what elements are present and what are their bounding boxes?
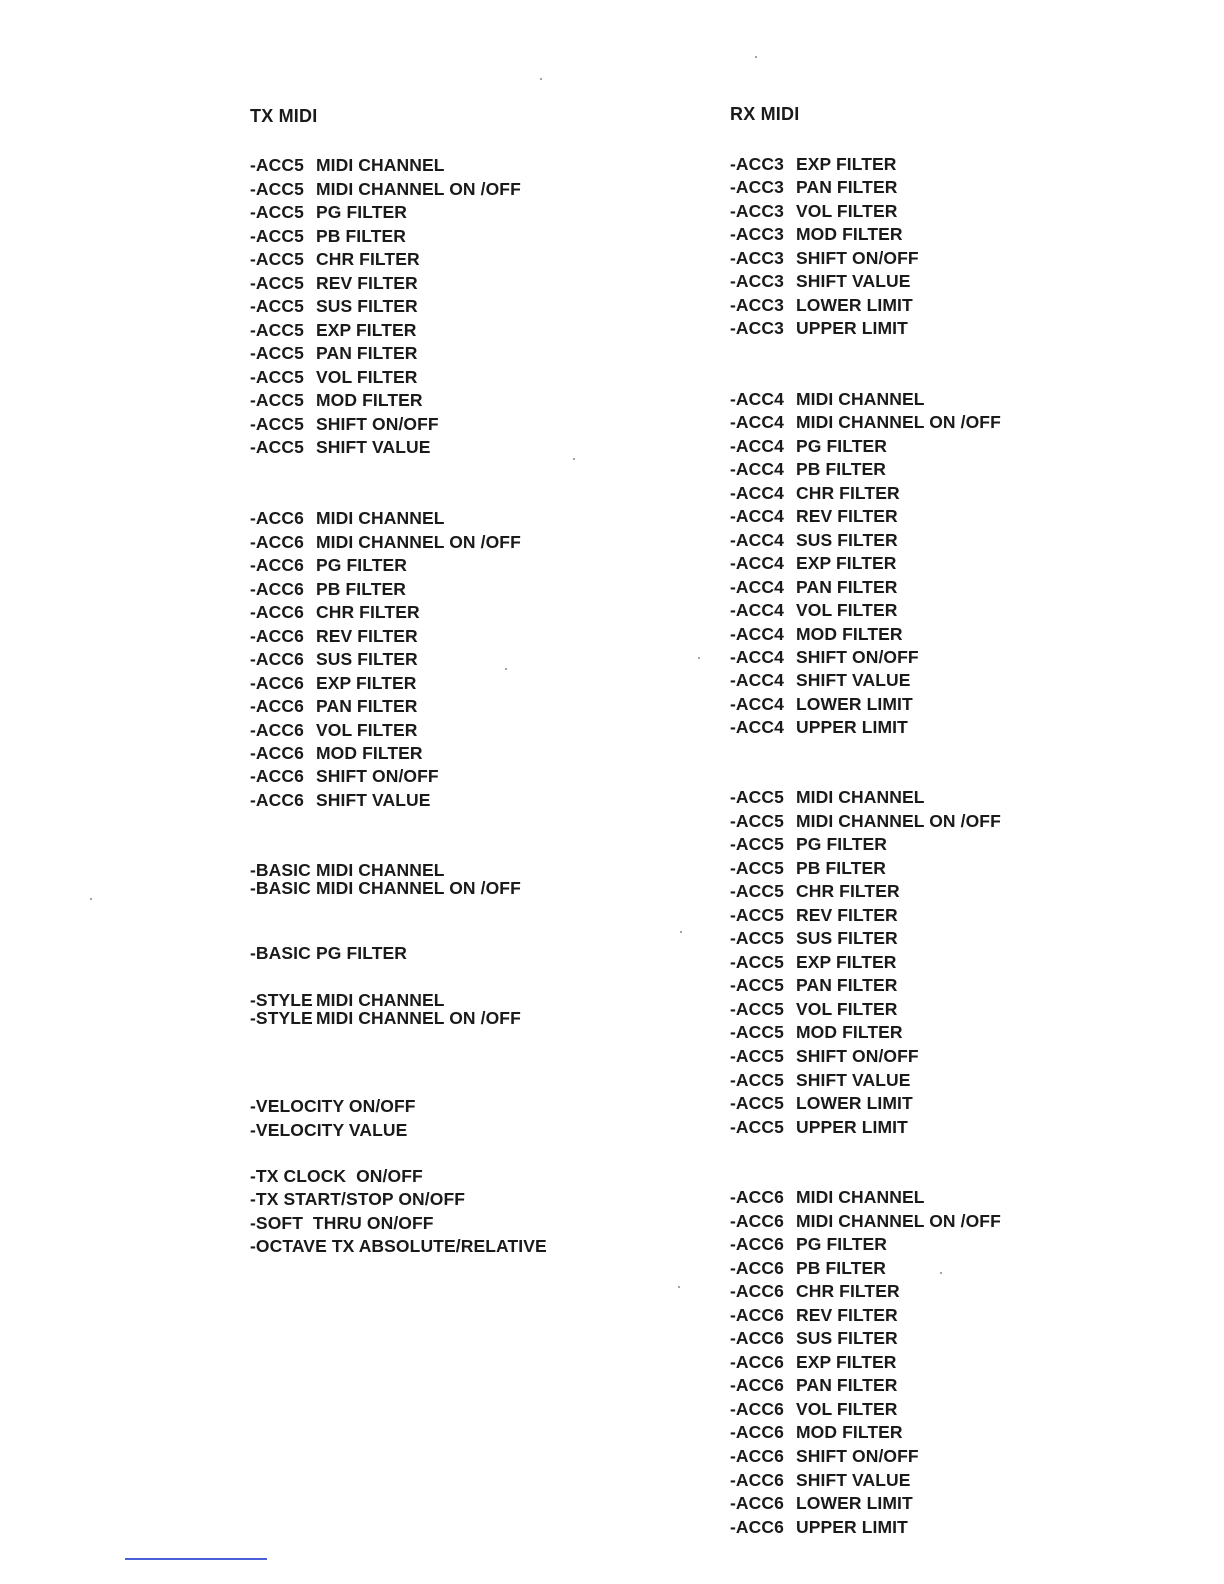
tx-midi-line bbox=[250, 532, 521, 553]
line-prefix: -ACC4 bbox=[730, 412, 784, 432]
rx-midi-line bbox=[730, 670, 911, 691]
line-label: MIDI CHANNEL ON /OFF bbox=[796, 811, 1001, 831]
line-label: SHIFT ON/OFF bbox=[796, 248, 919, 268]
line-label: UPPER LIMIT bbox=[796, 1517, 908, 1537]
line-label: CHR FILTER bbox=[796, 1281, 900, 1301]
line-label: SUS FILTER bbox=[316, 296, 418, 316]
line-prefix: -ACC5 bbox=[250, 202, 304, 222]
line-label: PAN FILTER bbox=[316, 343, 418, 363]
line-label: SUS FILTER bbox=[796, 530, 898, 550]
line-prefix: -ACC6 bbox=[250, 673, 304, 693]
line-prefix: -ACC6 bbox=[730, 1517, 784, 1537]
line-prefix: -ACC6 bbox=[250, 720, 304, 740]
line-label: SHIFT VALUE bbox=[316, 790, 431, 810]
line-prefix: -ACC3 bbox=[730, 177, 784, 197]
rx-midi-line bbox=[730, 858, 886, 879]
rx-midi-line bbox=[730, 928, 898, 949]
line-label: -TX CLOCK ON/OFF bbox=[250, 1166, 423, 1186]
line-label: LOWER LIMIT bbox=[796, 1493, 913, 1513]
line-prefix: -ACC5 bbox=[250, 414, 304, 434]
tx-midi-line bbox=[250, 790, 431, 811]
rx-midi-line bbox=[730, 553, 897, 574]
line-label: MIDI CHANNEL ON /OFF bbox=[796, 1211, 1001, 1231]
tx-midi-line bbox=[250, 1236, 547, 1257]
rx-midi-line bbox=[730, 1187, 925, 1208]
scan-speck bbox=[90, 898, 92, 900]
line-label: CHR FILTER bbox=[316, 602, 420, 622]
tx-midi-line bbox=[250, 343, 417, 364]
line-prefix: -ACC5 bbox=[250, 390, 304, 410]
line-label: MOD FILTER bbox=[796, 1422, 903, 1442]
line-label: MIDI CHANNEL bbox=[316, 155, 445, 175]
line-label: SHIFT ON/OFF bbox=[796, 647, 919, 667]
line-label: VOL FILTER bbox=[796, 201, 898, 221]
line-prefix: -ACC5 bbox=[730, 787, 784, 807]
tx-midi-line bbox=[250, 179, 521, 200]
line-label: -VELOCITY VALUE bbox=[250, 1120, 408, 1140]
rx-midi-line bbox=[730, 506, 898, 527]
line-prefix: -ACC6 bbox=[250, 696, 304, 716]
line-prefix: -ACC6 bbox=[250, 626, 304, 646]
tx-midi-line bbox=[250, 414, 439, 435]
line-prefix: -ACC5 bbox=[250, 273, 304, 293]
line-prefix: -ACC5 bbox=[250, 249, 304, 269]
line-prefix: -ACC5 bbox=[730, 975, 784, 995]
tx-midi-line bbox=[250, 579, 406, 600]
line-label: MOD FILTER bbox=[796, 624, 903, 644]
rx-midi-line bbox=[730, 647, 919, 668]
line-prefix: -ACC4 bbox=[730, 483, 784, 503]
line-prefix: -ACC5 bbox=[250, 343, 304, 363]
rx-midi-line bbox=[730, 1422, 903, 1443]
line-prefix: -ACC6 bbox=[250, 649, 304, 669]
line-label: SHIFT ON/OFF bbox=[796, 1446, 919, 1466]
line-prefix: -ACC5 bbox=[730, 1022, 784, 1042]
line-prefix: -ACC5 bbox=[250, 296, 304, 316]
line-prefix: -ACC4 bbox=[730, 600, 784, 620]
line-prefix: -ACC4 bbox=[730, 389, 784, 409]
rx-midi-line bbox=[730, 1328, 898, 1349]
rx-midi-line bbox=[730, 1352, 897, 1373]
tx-midi-line bbox=[250, 626, 418, 647]
rx-midi-line bbox=[730, 952, 897, 973]
tx-midi-line bbox=[250, 555, 407, 576]
rx-midi-line bbox=[730, 1281, 900, 1302]
line-prefix: -ACC5 bbox=[730, 999, 784, 1019]
line-prefix: -ACC4 bbox=[730, 553, 784, 573]
line-label: EXP FILTER bbox=[796, 553, 897, 573]
tx-midi-line bbox=[250, 1008, 521, 1029]
line-label: PAN FILTER bbox=[316, 696, 418, 716]
line-prefix: -ACC6 bbox=[730, 1281, 784, 1301]
line-label: MIDI CHANNEL ON /OFF bbox=[796, 412, 1001, 432]
line-label: SHIFT ON/OFF bbox=[316, 414, 439, 434]
line-prefix: -ACC6 bbox=[250, 579, 304, 599]
line-prefix: -ACC6 bbox=[730, 1493, 784, 1513]
tx-midi-line bbox=[250, 696, 417, 717]
line-label: PB FILTER bbox=[796, 459, 887, 479]
line-label: -OCTAVE TX ABSOLUTE/RELATIVE bbox=[250, 1236, 547, 1256]
rx-midi-line bbox=[730, 1446, 919, 1467]
line-label: MIDI CHANNEL ON /OFF bbox=[316, 1008, 521, 1028]
rx-midi-line bbox=[730, 1517, 908, 1538]
line-prefix: -ACC6 bbox=[730, 1446, 784, 1466]
line-prefix: -ACC5 bbox=[730, 1117, 784, 1137]
line-label: PAN FILTER bbox=[796, 177, 898, 197]
line-prefix: -ACC5 bbox=[250, 437, 304, 457]
line-prefix: -ACC5 bbox=[250, 320, 304, 340]
line-prefix: -ACC6 bbox=[250, 555, 304, 575]
line-label: SHIFT ON/OFF bbox=[316, 766, 439, 786]
line-label: EXP FILTER bbox=[796, 1352, 897, 1372]
line-label: LOWER LIMIT bbox=[796, 1093, 913, 1113]
tx-midi-line bbox=[250, 437, 431, 458]
line-prefix: -ACC3 bbox=[730, 201, 784, 221]
scan-speck bbox=[540, 78, 542, 80]
line-label: VOL FILTER bbox=[796, 1399, 898, 1419]
tx-midi-line bbox=[250, 1120, 407, 1141]
line-prefix: -ACC5 bbox=[730, 952, 784, 972]
rx-midi-line bbox=[730, 436, 887, 457]
rx-midi-line bbox=[730, 624, 903, 645]
footer-rule bbox=[125, 1558, 267, 1560]
line-prefix: -ACC5 bbox=[730, 881, 784, 901]
line-label: SHIFT VALUE bbox=[796, 1470, 911, 1490]
line-prefix: -ACC5 bbox=[730, 834, 784, 854]
tx-midi-line bbox=[250, 1213, 434, 1234]
line-label: MIDI CHANNEL bbox=[796, 787, 925, 807]
line-label: PG FILTER bbox=[316, 555, 407, 575]
rx-midi-line bbox=[730, 1117, 908, 1138]
line-prefix: -ACC5 bbox=[250, 226, 304, 246]
line-prefix: -ACC5 bbox=[730, 1070, 784, 1090]
line-label: PAN FILTER bbox=[796, 975, 898, 995]
line-label: EXP FILTER bbox=[316, 320, 417, 340]
tx-midi-line bbox=[250, 943, 407, 964]
scan-speck bbox=[940, 1272, 942, 1274]
rx-midi-line bbox=[730, 1258, 886, 1279]
line-prefix: -ACC3 bbox=[730, 224, 784, 244]
rx-midi-line bbox=[730, 1493, 913, 1514]
line-label: MIDI CHANNEL ON /OFF bbox=[316, 179, 521, 199]
line-label: REV FILTER bbox=[796, 905, 898, 925]
tx-midi-line bbox=[250, 226, 406, 247]
rx-midi-line bbox=[730, 999, 897, 1020]
line-label: VOL FILTER bbox=[796, 600, 898, 620]
line-label: UPPER LIMIT bbox=[796, 717, 908, 737]
rx-midi-line bbox=[730, 1022, 903, 1043]
line-prefix: -ACC6 bbox=[730, 1211, 784, 1231]
line-label: -TX START/STOP ON/OFF bbox=[250, 1189, 466, 1209]
rx-midi-line bbox=[730, 1211, 1001, 1232]
line-prefix: -ACC6 bbox=[730, 1352, 784, 1372]
line-label: REV FILTER bbox=[316, 626, 418, 646]
rx-midi-line bbox=[730, 881, 900, 902]
line-prefix: -BASIC bbox=[250, 878, 311, 898]
line-label: MIDI CHANNEL bbox=[316, 508, 445, 528]
line-label: -VELOCITY ON/OFF bbox=[250, 1096, 416, 1116]
line-prefix: -ACC6 bbox=[730, 1258, 784, 1278]
line-prefix: -ACC3 bbox=[730, 318, 784, 338]
line-label: MOD FILTER bbox=[796, 224, 903, 244]
scan-speck bbox=[698, 657, 700, 659]
line-label: LOWER LIMIT bbox=[796, 295, 913, 315]
line-label: PG FILTER bbox=[316, 943, 407, 963]
rx-midi-line bbox=[730, 834, 887, 855]
tx-midi-line bbox=[250, 602, 420, 623]
line-prefix: -ACC5 bbox=[250, 155, 304, 175]
rx-midi-line bbox=[730, 177, 897, 198]
line-prefix: -ACC5 bbox=[250, 179, 304, 199]
tx-midi-line bbox=[250, 155, 445, 176]
rx-midi-line bbox=[730, 248, 919, 269]
tx-midi-line bbox=[250, 743, 423, 764]
line-prefix: -ACC6 bbox=[250, 532, 304, 552]
rx-midi-line bbox=[730, 1093, 913, 1114]
line-prefix: -ACC6 bbox=[730, 1305, 784, 1325]
line-label: SHIFT ON/OFF bbox=[796, 1046, 919, 1066]
rx-midi-line bbox=[730, 224, 903, 245]
tx-midi-line bbox=[250, 720, 417, 741]
line-label: UPPER LIMIT bbox=[796, 1117, 908, 1137]
line-label: PB FILTER bbox=[796, 1258, 887, 1278]
line-label: VOL FILTER bbox=[796, 999, 898, 1019]
line-prefix: -BASIC bbox=[250, 943, 311, 963]
rx-midi-line bbox=[730, 295, 913, 316]
tx-midi-heading: TX MIDI bbox=[250, 106, 318, 126]
tx-midi-line bbox=[250, 249, 420, 270]
tx-midi-line bbox=[250, 508, 445, 529]
line-label: SHIFT VALUE bbox=[796, 670, 911, 690]
line-label: SHIFT VALUE bbox=[796, 1070, 911, 1090]
line-label: EXP FILTER bbox=[796, 952, 897, 972]
tx-midi-line bbox=[250, 1166, 423, 1187]
line-prefix: -ACC4 bbox=[730, 717, 784, 737]
rx-midi-line bbox=[730, 787, 925, 808]
tx-midi-line bbox=[250, 367, 417, 388]
line-label: MIDI CHANNEL ON /OFF bbox=[316, 878, 521, 898]
line-prefix: -ACC6 bbox=[730, 1375, 784, 1395]
line-prefix: -ACC6 bbox=[730, 1422, 784, 1442]
rx-midi-line bbox=[730, 483, 900, 504]
line-label: EXP FILTER bbox=[796, 154, 897, 174]
line-prefix: -ACC6 bbox=[730, 1470, 784, 1490]
line-label: PB FILTER bbox=[316, 579, 407, 599]
rx-midi-line bbox=[730, 154, 897, 175]
line-label: MIDI CHANNEL bbox=[316, 860, 445, 880]
rx-midi-line bbox=[730, 271, 911, 292]
line-label: PG FILTER bbox=[796, 834, 887, 854]
line-prefix: -ACC4 bbox=[730, 506, 784, 526]
rx-midi-line bbox=[730, 389, 925, 410]
scan-speck bbox=[680, 931, 682, 933]
line-label: MIDI CHANNEL ON /OFF bbox=[316, 532, 521, 552]
line-label: PB FILTER bbox=[796, 858, 887, 878]
line-label: REV FILTER bbox=[796, 506, 898, 526]
line-prefix: -ACC4 bbox=[730, 694, 784, 714]
tx-midi-line bbox=[250, 1096, 416, 1117]
line-prefix: -ACC4 bbox=[730, 624, 784, 644]
line-prefix: -ACC3 bbox=[730, 154, 784, 174]
line-prefix: -ACC5 bbox=[730, 811, 784, 831]
line-prefix: -STYLE bbox=[250, 1008, 313, 1028]
line-label: PG FILTER bbox=[796, 436, 887, 456]
rx-midi-line bbox=[730, 1305, 898, 1326]
line-prefix: -ACC4 bbox=[730, 647, 784, 667]
line-prefix: -ACC4 bbox=[730, 530, 784, 550]
line-prefix: -ACC6 bbox=[730, 1187, 784, 1207]
rx-midi-line bbox=[730, 1470, 911, 1491]
line-prefix: -ACC3 bbox=[730, 295, 784, 315]
scan-speck bbox=[573, 458, 575, 460]
rx-midi-line bbox=[730, 600, 897, 621]
rx-midi-line bbox=[730, 318, 908, 339]
line-label: UPPER LIMIT bbox=[796, 318, 908, 338]
scan-speck bbox=[505, 668, 507, 670]
line-prefix: -ACC5 bbox=[730, 858, 784, 878]
tx-midi-line bbox=[250, 320, 417, 341]
line-label: MOD FILTER bbox=[796, 1022, 903, 1042]
line-label: MIDI CHANNEL bbox=[796, 389, 925, 409]
rx-midi-line bbox=[730, 459, 886, 480]
rx-midi-line bbox=[730, 717, 908, 738]
line-prefix: -ACC6 bbox=[250, 790, 304, 810]
tx-midi-line bbox=[250, 1189, 465, 1210]
line-prefix: -ACC4 bbox=[730, 577, 784, 597]
tx-midi-line bbox=[250, 202, 407, 223]
line-prefix: -ACC5 bbox=[250, 367, 304, 387]
line-prefix: -ACC5 bbox=[730, 1046, 784, 1066]
line-label: REV FILTER bbox=[796, 1305, 898, 1325]
line-label: PAN FILTER bbox=[796, 577, 898, 597]
line-label: MOD FILTER bbox=[316, 743, 423, 763]
line-label: SUS FILTER bbox=[316, 649, 418, 669]
line-prefix: -ACC3 bbox=[730, 248, 784, 268]
line-prefix: -ACC3 bbox=[730, 271, 784, 291]
line-label: MIDI CHANNEL bbox=[316, 990, 445, 1010]
line-label: SHIFT VALUE bbox=[796, 271, 911, 291]
line-label: PAN FILTER bbox=[796, 1375, 898, 1395]
line-prefix: -ACC4 bbox=[730, 670, 784, 690]
tx-midi-line bbox=[250, 273, 418, 294]
scan-speck bbox=[755, 56, 757, 58]
line-label: VOL FILTER bbox=[316, 367, 418, 387]
rx-midi-line bbox=[730, 694, 913, 715]
line-label: CHR FILTER bbox=[796, 483, 900, 503]
line-label: CHR FILTER bbox=[316, 249, 420, 269]
rx-midi-heading: RX MIDI bbox=[730, 104, 800, 124]
rx-midi-line bbox=[730, 577, 897, 598]
line-prefix: -ACC6 bbox=[250, 508, 304, 528]
rx-midi-line bbox=[730, 975, 897, 996]
line-label: REV FILTER bbox=[316, 273, 418, 293]
line-label: LOWER LIMIT bbox=[796, 694, 913, 714]
rx-midi-line bbox=[730, 1399, 897, 1420]
line-prefix: -ACC6 bbox=[730, 1399, 784, 1419]
rx-midi-line bbox=[730, 1234, 887, 1255]
tx-midi-line bbox=[250, 766, 439, 787]
line-prefix: -ACC5 bbox=[730, 1093, 784, 1113]
line-prefix: -ACC5 bbox=[730, 905, 784, 925]
line-label: VOL FILTER bbox=[316, 720, 418, 740]
line-prefix: -ACC4 bbox=[730, 459, 784, 479]
rx-midi-line bbox=[730, 1375, 897, 1396]
tx-midi-line bbox=[250, 390, 423, 411]
rx-midi-line bbox=[730, 530, 898, 551]
rx-midi-line bbox=[730, 1046, 919, 1067]
line-prefix: -ACC6 bbox=[730, 1328, 784, 1348]
line-label: MOD FILTER bbox=[316, 390, 423, 410]
line-prefix: -ACC6 bbox=[730, 1234, 784, 1254]
line-prefix: -ACC6 bbox=[250, 743, 304, 763]
rx-midi-line bbox=[730, 1070, 911, 1091]
line-label: EXP FILTER bbox=[316, 673, 417, 693]
line-label: PG FILTER bbox=[316, 202, 407, 222]
line-label: PG FILTER bbox=[796, 1234, 887, 1254]
line-label: -SOFT THRU ON/OFF bbox=[250, 1213, 434, 1233]
line-label: CHR FILTER bbox=[796, 881, 900, 901]
rx-midi-line bbox=[730, 905, 898, 926]
line-prefix: -BASIC bbox=[250, 860, 311, 880]
line-label: SUS FILTER bbox=[796, 1328, 898, 1348]
line-prefix: -ACC4 bbox=[730, 436, 784, 456]
rx-midi-line bbox=[730, 811, 1001, 832]
rx-midi-line bbox=[730, 412, 1001, 433]
line-prefix: -ACC6 bbox=[250, 766, 304, 786]
line-label: PB FILTER bbox=[316, 226, 407, 246]
rx-midi-line bbox=[730, 201, 897, 222]
line-prefix: -ACC6 bbox=[250, 602, 304, 622]
tx-midi-line bbox=[250, 673, 417, 694]
line-prefix: -ACC5 bbox=[730, 928, 784, 948]
line-label: MIDI CHANNEL bbox=[796, 1187, 925, 1207]
tx-midi-line bbox=[250, 649, 418, 670]
tx-midi-line bbox=[250, 878, 521, 899]
tx-midi-line bbox=[250, 296, 418, 317]
scan-speck bbox=[678, 1286, 680, 1288]
line-label: SHIFT VALUE bbox=[316, 437, 431, 457]
line-label: SUS FILTER bbox=[796, 928, 898, 948]
line-prefix: -STYLE bbox=[250, 990, 313, 1010]
